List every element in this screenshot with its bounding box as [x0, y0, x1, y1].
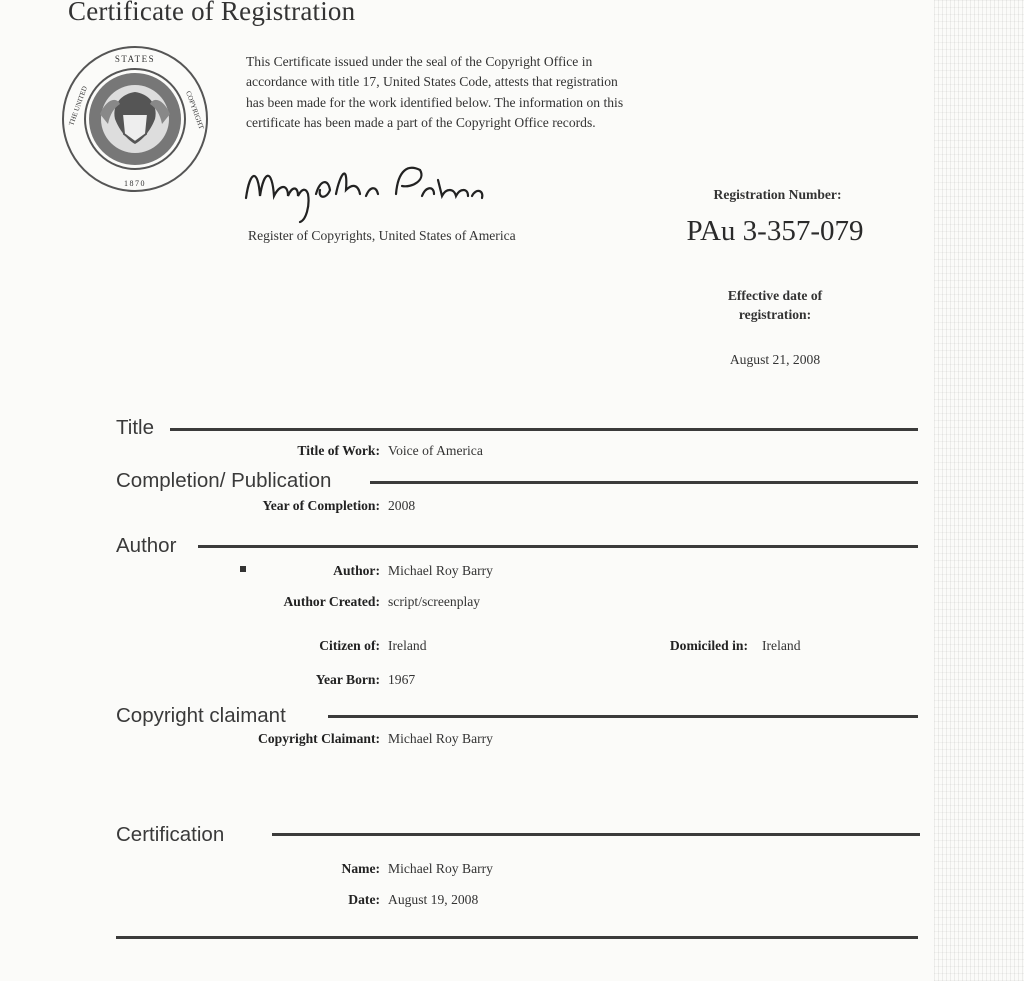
domiciled-value: Ireland [762, 638, 801, 653]
section-rule [328, 715, 918, 718]
title-of-work-value: Voice of America [388, 443, 483, 458]
certification-name-value: Michael Roy Barry [388, 861, 493, 876]
document-title: Certificate of Registration [68, 0, 356, 26]
section-rule [370, 481, 918, 484]
year-of-completion-value: 2008 [388, 498, 416, 513]
register-signature [236, 150, 496, 226]
svg-text:COPYRIGHT: COPYRIGHT [184, 89, 206, 131]
author-label: Author: [333, 563, 380, 578]
svg-text:STATES: STATES [114, 54, 156, 64]
author-value: Michael Roy Barry [388, 563, 493, 578]
effective-date-label: Effective date of registration: [727, 288, 823, 322]
registration-number-label: Registration Number: [713, 187, 842, 202]
bottom-rule [116, 936, 918, 939]
section-heading-author: Author [116, 534, 184, 558]
section-rule [198, 545, 918, 548]
scan-noise [934, 0, 1024, 981]
certification-date-value: August 19, 2008 [388, 892, 479, 907]
author-created-label: Author Created: [283, 594, 380, 609]
citizen-value: Ireland [388, 638, 427, 653]
section-heading-completion: Completion/ Publication [116, 469, 339, 493]
title-of-work-label: Title of Work: [297, 443, 380, 458]
section-heading-claimant: Copyright claimant [116, 704, 294, 728]
section-rule [170, 428, 918, 431]
effective-date: August 21, 2008 [729, 352, 821, 367]
svg-text:1870: 1870 [124, 179, 146, 188]
register-line: Register of Copyrights, United States of America [248, 228, 516, 243]
svg-text:THE UNITED: THE UNITED [67, 85, 90, 127]
year-born-label: Year Born: [315, 672, 380, 687]
year-born-value: 1967 [388, 672, 416, 687]
copyright-office-seal [60, 44, 210, 194]
certification-date-label: Date: [348, 892, 380, 907]
copyright-claimant-label: Copyright Claimant: [258, 731, 380, 746]
domiciled-label: Domiciled in: [669, 638, 748, 653]
citizen-label: Citizen of: [319, 638, 380, 653]
certification-name-label: Name: [341, 861, 380, 876]
section-rule [272, 833, 920, 836]
copyright-claimant-value: Michael Roy Barry [388, 731, 493, 746]
section-heading-title: Title [116, 416, 162, 440]
author-created-value: script/screenplay [388, 594, 481, 609]
seal-statement: This Certificate issued under the seal of the Copyright Office in accordance with title 17, United States Code, attests that registration has been made for the work identified below. The information on this certificate has been made a part of the Copyright Office records. [246, 54, 624, 130]
year-of-completion-label: Year of Completion: [262, 498, 380, 513]
registration-number: PAu 3-357-079 [686, 215, 864, 247]
section-heading-certification: Certification [116, 823, 232, 847]
